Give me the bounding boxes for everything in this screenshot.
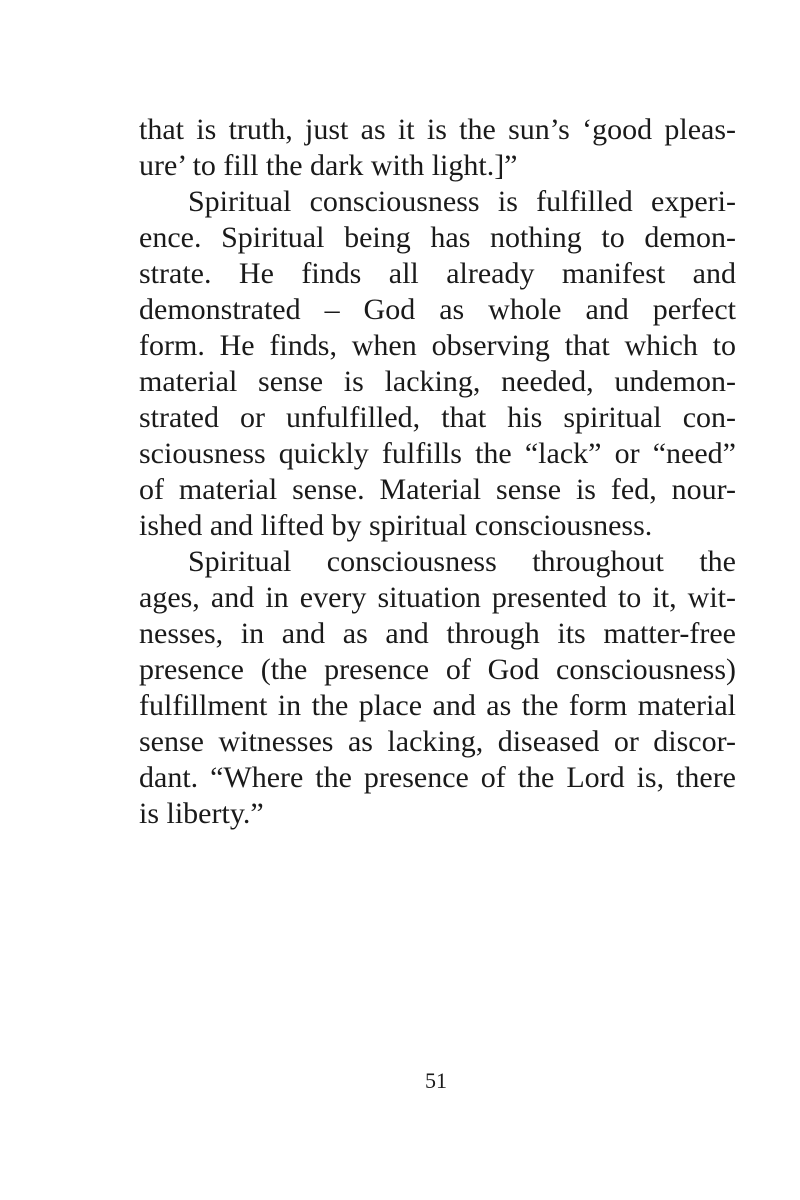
text-line: strate. He finds all already manifest and bbox=[139, 257, 736, 290]
text-line: ence. Spiritual being has nothing to demon- bbox=[139, 221, 736, 254]
text-line: Spiritual consciousness is fulfilled experi- bbox=[188, 185, 736, 218]
text-line: that is truth, just as it is the sun’s ‘good pleas- bbox=[139, 113, 736, 146]
text-line: sciousness quickly fulfills the “lack” or “need” bbox=[139, 437, 736, 470]
text-line: is liberty.” bbox=[139, 797, 264, 830]
text-line: presence (the presence of God consciousness) bbox=[139, 653, 736, 686]
text-line: nesses, in and as and through its matter-free bbox=[139, 617, 736, 650]
text-line: of material sense. Material sense is fed, nour- bbox=[139, 473, 736, 506]
text-line: demonstrated – God as whole and perfect bbox=[139, 293, 736, 326]
body-text bbox=[139, 112, 736, 832]
text-line: strated or unfulfilled, that his spiritual con- bbox=[139, 401, 736, 434]
text-line: ished and lifted by spiritual consciousness. bbox=[139, 509, 653, 542]
text-line: ages, and in every situation presented to it, wit- bbox=[139, 581, 736, 614]
text-line: fulfillment in the place and as the form material bbox=[139, 689, 736, 722]
text-line: form. He finds, when observing that which to bbox=[139, 329, 736, 362]
text-line: sense witnesses as lacking, diseased or discor- bbox=[139, 725, 736, 758]
text-line: Spiritual consciousness throughout the bbox=[188, 545, 736, 578]
page-number: 51 bbox=[425, 1068, 447, 1093]
text-line: material sense is lacking, needed, undemon- bbox=[139, 365, 736, 398]
text-line: dant. “Where the presence of the Lord is, there bbox=[139, 761, 736, 794]
text-line: ure’ to fill the dark with light.]” bbox=[139, 149, 518, 182]
